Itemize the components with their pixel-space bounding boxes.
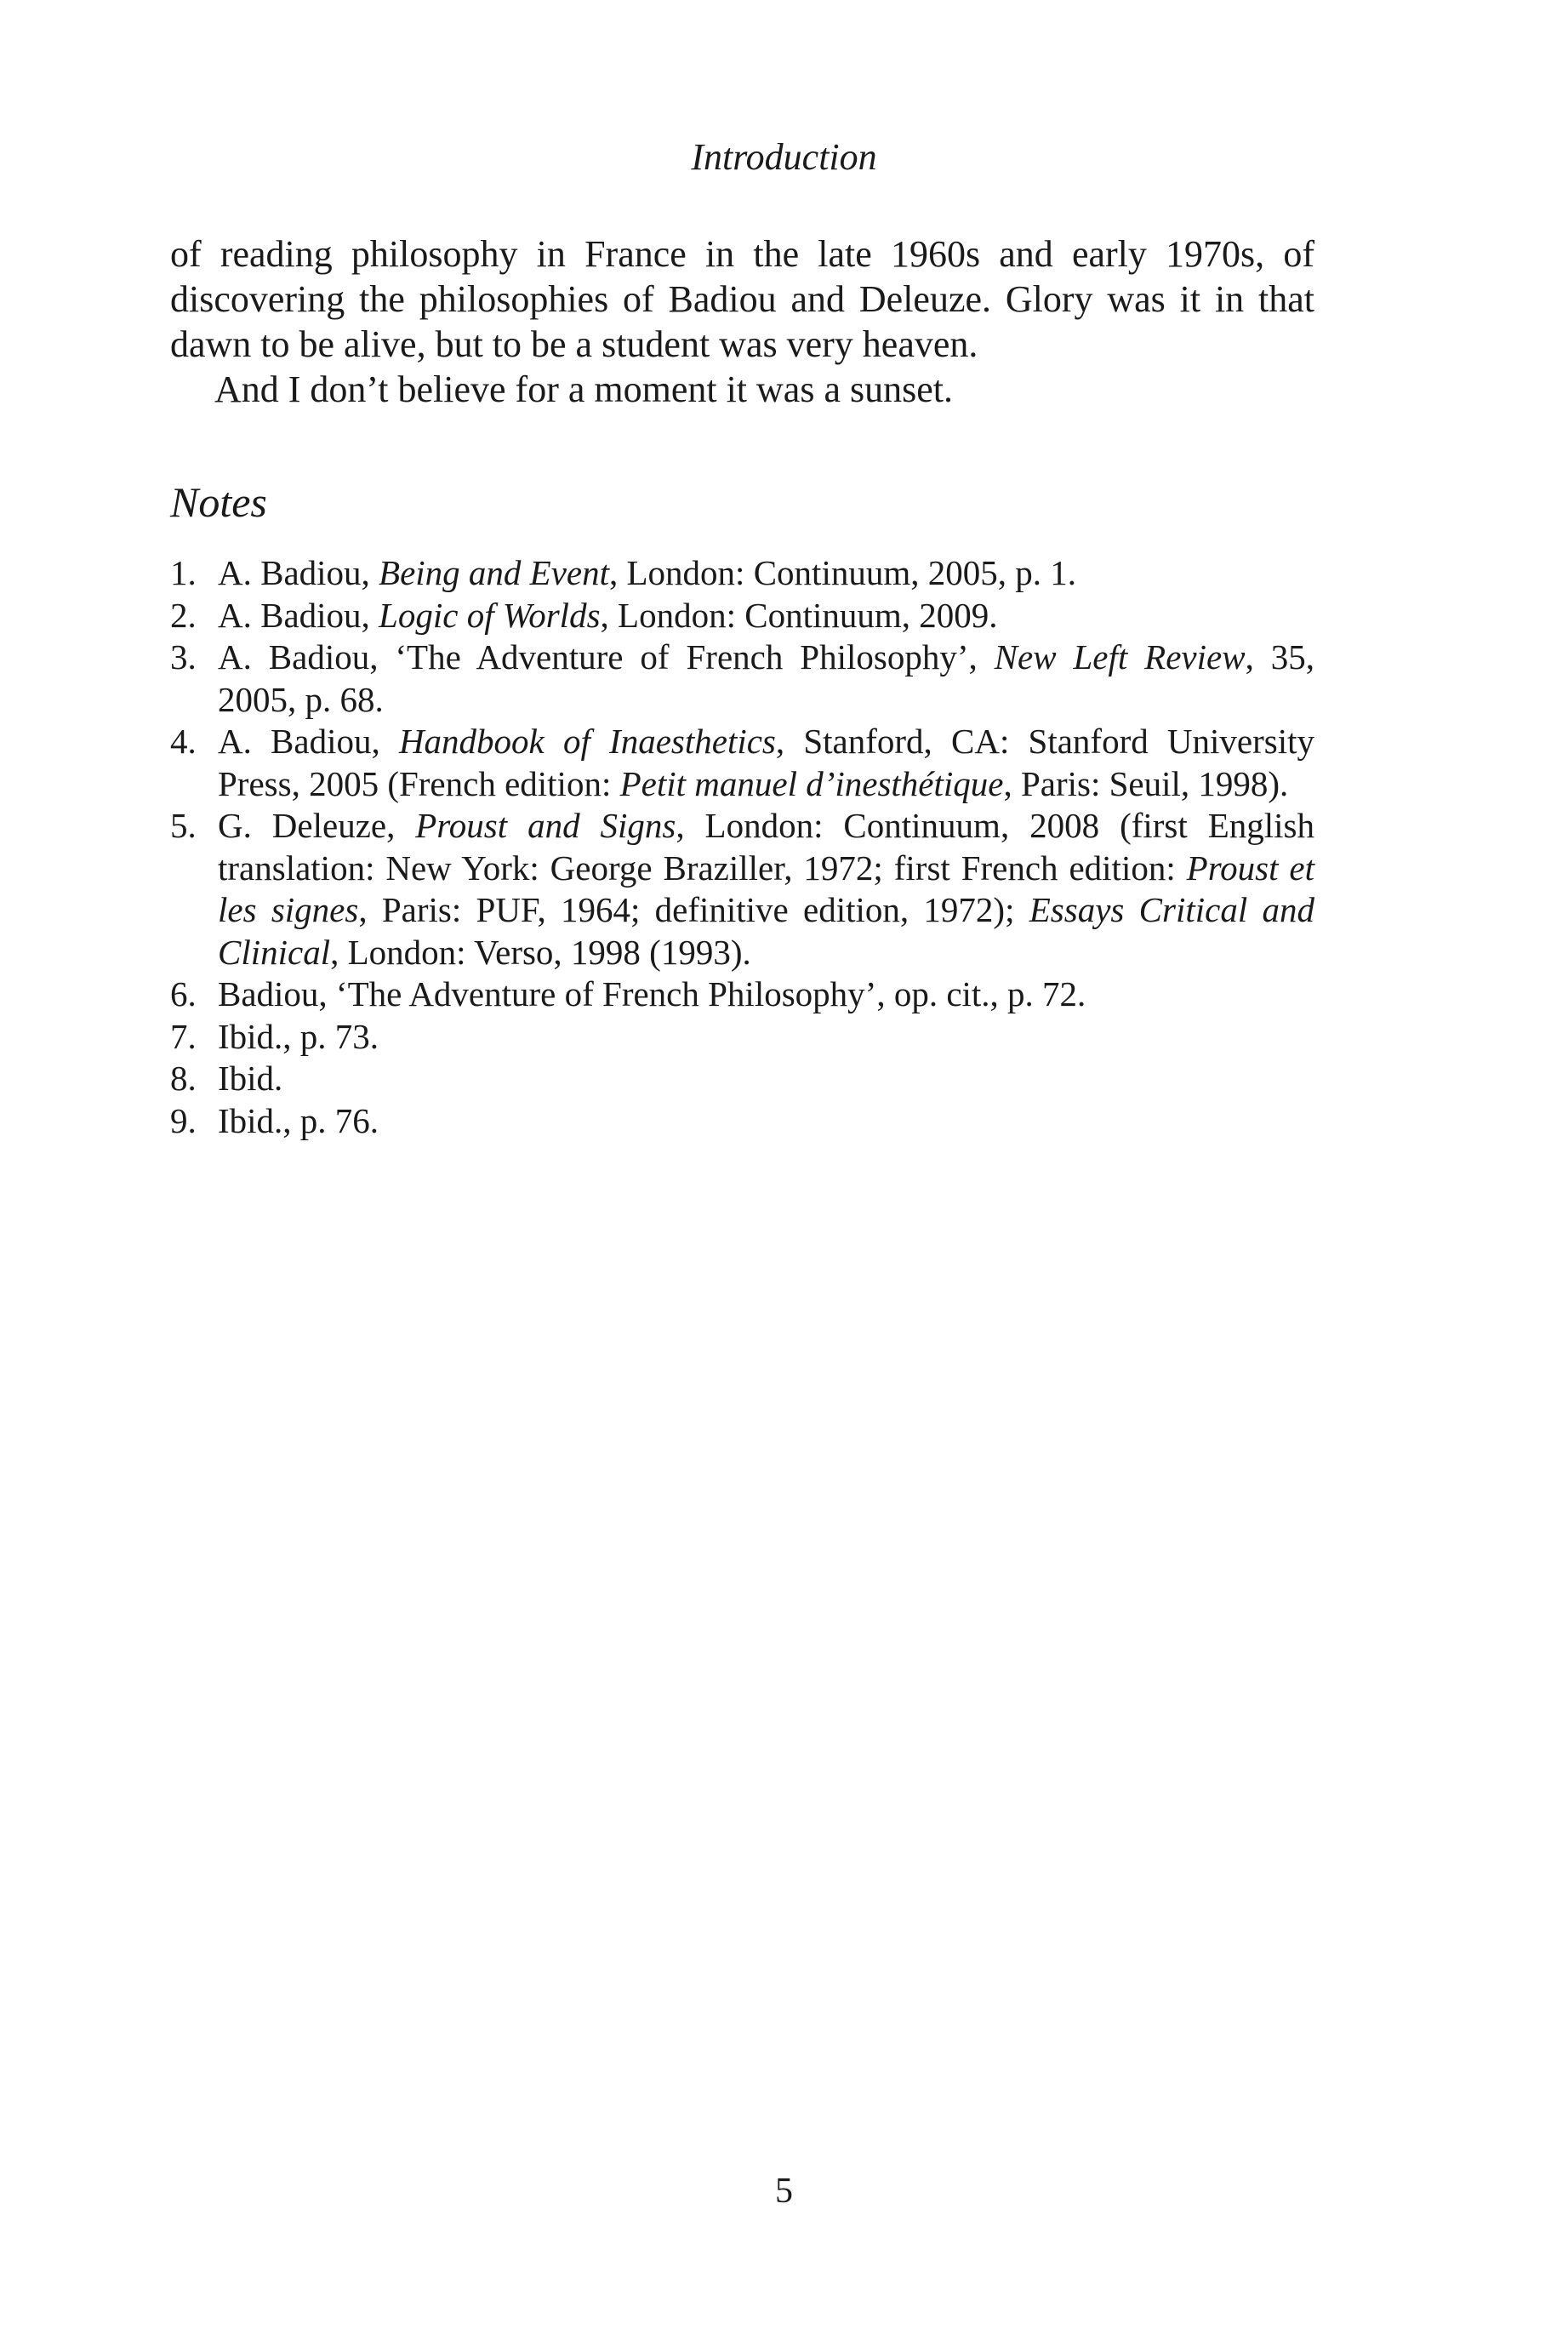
note-item (170, 973, 1314, 1016)
note-text-run: Ibid., p. 73. (218, 1016, 379, 1056)
note-item (170, 1100, 1314, 1143)
note-title-run: Logic of Worlds (379, 595, 601, 635)
note-title-run: Proust and Signs (415, 806, 676, 845)
note-text-run: , Paris: Seuil, 1998). (1003, 763, 1289, 803)
note-item (170, 721, 1314, 805)
note-text (218, 1058, 1314, 1100)
note-text (218, 973, 1314, 1016)
note-title-run: Petit manuel d’inesthétique (619, 763, 1004, 803)
note-text-run: A. Badiou, ‘The Adventure of French Philosophy’, (218, 637, 995, 676)
note-text-run: , London: Continuum, 2005, p. 1. (609, 553, 1076, 592)
note-text (218, 1016, 1314, 1059)
note-item (170, 595, 1314, 637)
note-item (170, 805, 1314, 973)
note-title-run: Handbook of Inaesthetics (398, 722, 776, 761)
page-number: 5 (775, 2172, 793, 2211)
note-number: 3. (170, 637, 197, 676)
note-title-run: Essays Critical and Clinical (218, 890, 1314, 972)
note-number: 9. (170, 1100, 197, 1140)
note-text (218, 637, 1314, 721)
note-item (170, 637, 1314, 721)
note-text-run: , London: Continuum, 2009. (600, 595, 998, 635)
running-head: Introduction (691, 136, 877, 178)
note-number: 8. (170, 1059, 197, 1098)
paragraph: of reading philosophy in France in the late 1960s and early 1970s, of discovering the philosophies of Badiou and Deleuze. Glory was it in that dawn to be alive, but to be a student was very heaven. (170, 233, 1314, 365)
note-text-run: Badiou, ‘The Adventure of French Philosophy’, op. cit., p. 72. (218, 974, 1086, 1013)
note-title-run: Being and Event (379, 553, 610, 592)
note-number: 5. (170, 806, 197, 845)
note-number: 6. (170, 974, 197, 1013)
note-text-run: , London: Continuum, 2008 (first English translation: New York: George Braziller, 1972; first French edition: (218, 806, 1315, 888)
note-text-run: , Stanford, CA: Stanford University Press, 2005 (French edition: (218, 722, 1315, 803)
note-item (170, 552, 1314, 595)
notes-heading: Notes (170, 478, 267, 526)
paragraph: And I don’t believe for a moment it was a sunset. (214, 368, 953, 410)
note-title-run: Proust et les signes (218, 848, 1314, 929)
body-text (170, 231, 1314, 412)
note-number: 7. (170, 1016, 197, 1056)
note-text (218, 805, 1314, 973)
note-text-run: A. Badiou, (218, 722, 399, 761)
note-text-run: , Paris: PUF, 1964; definitive edition, 1972); (358, 890, 1029, 929)
note-text (218, 595, 1314, 637)
note-number: 4. (170, 722, 197, 761)
note-title-run: New Left Review (994, 637, 1246, 676)
note-text (218, 552, 1314, 595)
note-text (218, 1100, 1314, 1143)
note-text-run: Ibid. (218, 1059, 283, 1098)
note-item (170, 1058, 1314, 1100)
note-number: 1. (170, 553, 197, 592)
note-text-run: A. Badiou, (218, 595, 379, 635)
note-text (218, 721, 1314, 805)
note-text-run: , London: Verso, 1998 (1993). (330, 932, 751, 972)
notes-list (170, 552, 1314, 1142)
note-text-run: A. Badiou, (218, 553, 379, 592)
note-text-run: , 35, 2005, p. 68. (218, 637, 1314, 719)
note-text-run: Ibid., p. 76. (218, 1100, 379, 1140)
note-item (170, 1016, 1314, 1059)
note-text-run: G. Deleuze, (218, 806, 416, 845)
note-number: 2. (170, 595, 197, 635)
